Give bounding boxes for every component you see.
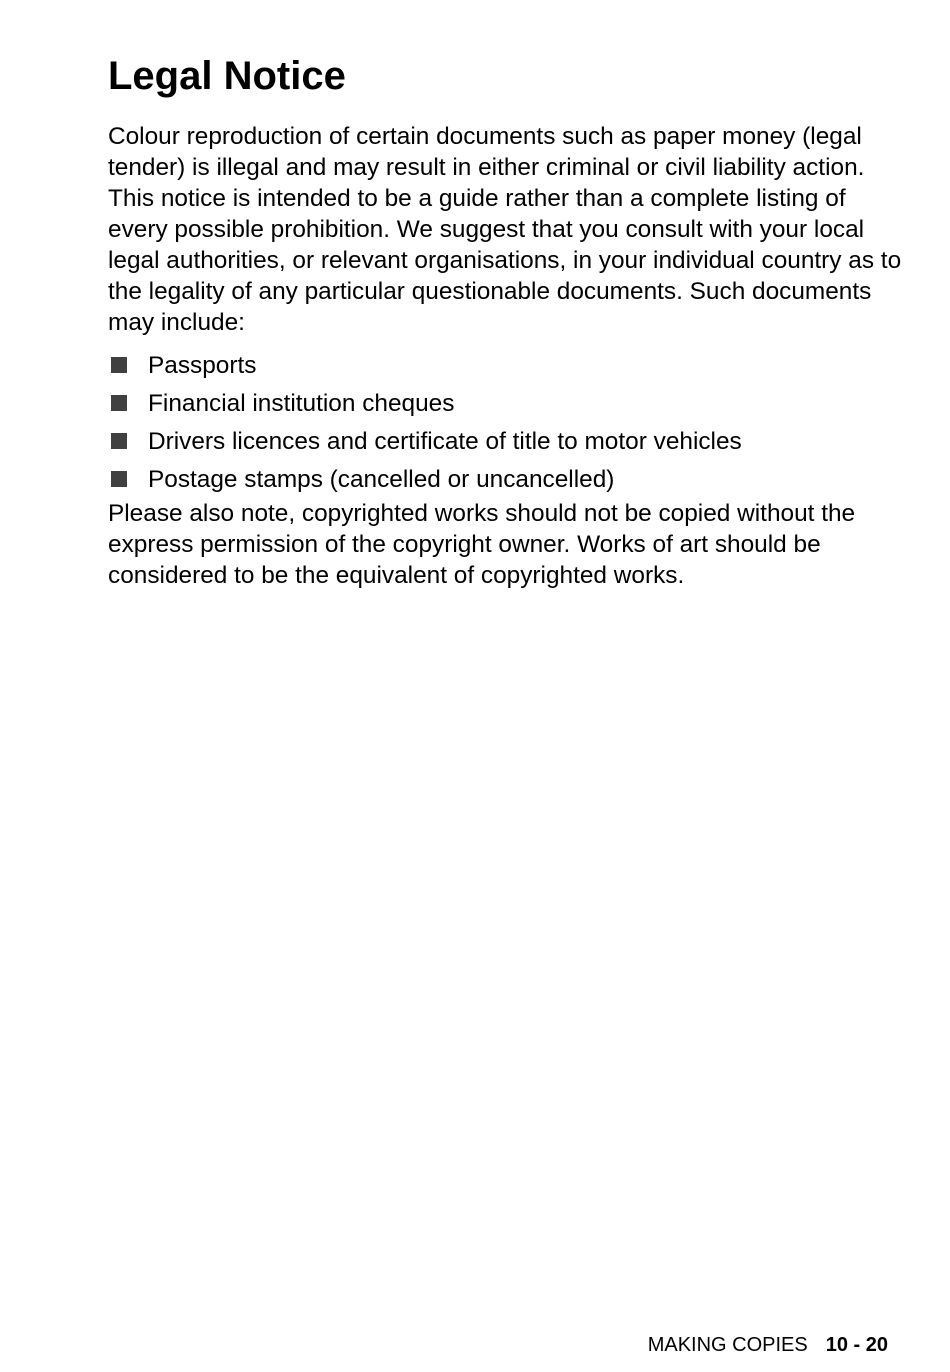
list-item-text: Financial institution cheques (148, 389, 455, 417)
page-title: Legal Notice (108, 54, 346, 98)
footer-page-number: 10 - 20 (825, 1334, 888, 1356)
list-item (108, 346, 908, 384)
list-item-text: Drivers licences and certificate of title to motor vehicles (148, 427, 742, 455)
list-item (108, 422, 908, 460)
footer-section-title: MAKING COPIES (647, 1334, 808, 1356)
intro-paragraph: Colour reproduction of certain documents such as paper money (legal tender) is illegal and may result in either criminal or civil liability action. This notice is intended to be a guide rather than a complete listing of every possible prohibition. We suggest that you consult with your local legal authorities, or relevant organisations, in your individual country as to the legality of any particular questionable documents. Such documents may include: (108, 123, 902, 336)
list-item-text: Postage stamps (cancelled or uncancelled) (148, 465, 615, 493)
prohibited-documents-list (108, 346, 908, 498)
copyright-note-paragraph: Please also note, copyrighted works should not be copied without the express permission of the copyright owner. Works of art should be considered to be the equivalent of copyrighted works. (108, 500, 856, 589)
list-item-text: Passports (148, 351, 257, 379)
square-bullet-icon (111, 471, 127, 487)
list-item (108, 384, 908, 422)
square-bullet-icon (111, 357, 127, 373)
square-bullet-icon (111, 433, 127, 449)
list-item (108, 460, 908, 498)
page-footer (648, 1332, 888, 1358)
square-bullet-icon (111, 395, 127, 411)
